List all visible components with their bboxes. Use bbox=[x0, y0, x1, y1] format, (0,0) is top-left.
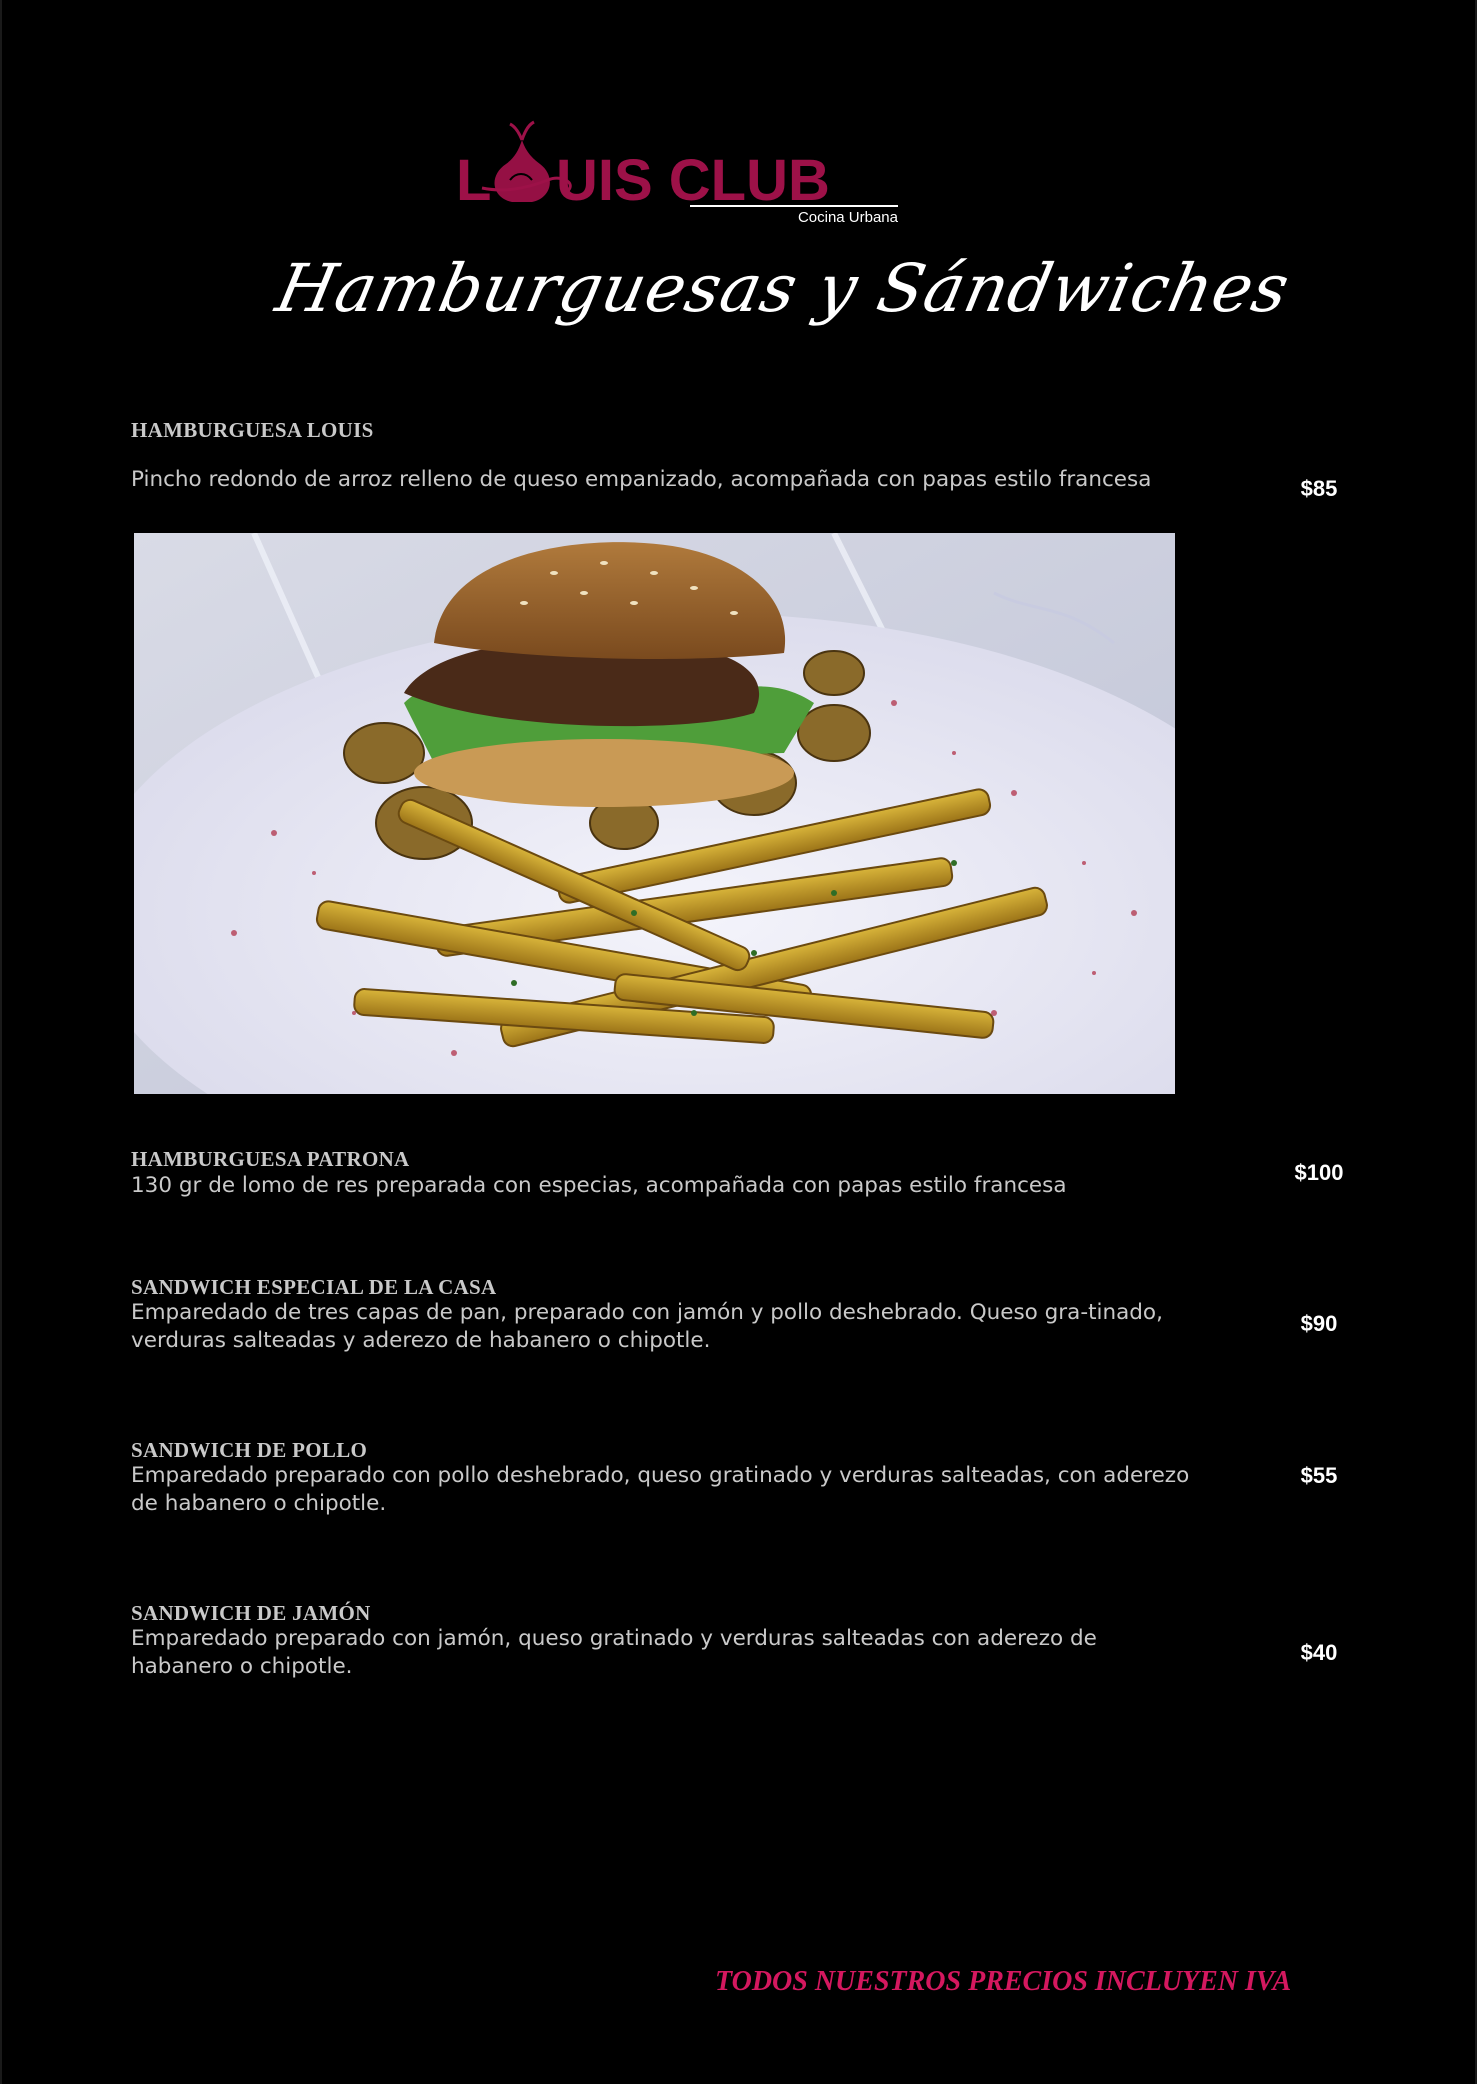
item-price: $55 bbox=[1300, 1463, 1338, 1488]
item-name: SANDWICH DE JAMÓN bbox=[131, 1601, 371, 1625]
item-name: SANDWICH DE POLLO bbox=[131, 1438, 368, 1462]
page-edge-left bbox=[0, 0, 2, 2084]
brand-logo bbox=[452, 118, 902, 228]
item-price: $85 bbox=[1300, 476, 1338, 501]
item-description: Emparedado de tres capas de pan, preparado con jamón y pollo deshebrado. Queso gra-tinado, verduras salteadas y aderezo de habanero o chipotle. bbox=[131, 1300, 1163, 1353]
tax-note: TODOS NUESTROS PRECIOS INCLUYEN IVA bbox=[715, 1966, 1292, 1997]
burger-with-fries-photo bbox=[134, 533, 1175, 1094]
svg-text:UIS CLUB: UIS CLUB bbox=[556, 148, 830, 213]
svg-text:L: L bbox=[456, 148, 492, 213]
item-price: $90 bbox=[1300, 1311, 1338, 1336]
item-name: HAMBURGUESA LOUIS bbox=[131, 418, 374, 442]
item-description: Pincho redondo de arroz relleno de queso empanizado, acompañada con papas estilo francesa bbox=[131, 467, 1152, 492]
item-name: SANDWICH ESPECIAL DE LA CASA bbox=[131, 1275, 497, 1299]
brand-tagline: Cocina Urbana bbox=[797, 209, 898, 226]
item-price: $40 bbox=[1300, 1640, 1338, 1665]
item-description: Emparedado preparado con pollo deshebrado, queso gratinado y verduras salteadas, con aderezo de habanero o chipotle. bbox=[131, 1463, 1190, 1516]
section-title-text: Hamburguesas y Sándwiches bbox=[269, 250, 1297, 327]
item-name: HAMBURGUESA PATRONA bbox=[131, 1147, 410, 1171]
item-description: Emparedado preparado con jamón, queso gratinado y verduras salteadas con aderezo de habanero o chipotle. bbox=[131, 1626, 1097, 1679]
item-description: 130 gr de lomo de res preparada con especias, acompañada con papas estilo francesa bbox=[131, 1173, 1067, 1198]
item-price: $100 bbox=[1294, 1160, 1344, 1185]
